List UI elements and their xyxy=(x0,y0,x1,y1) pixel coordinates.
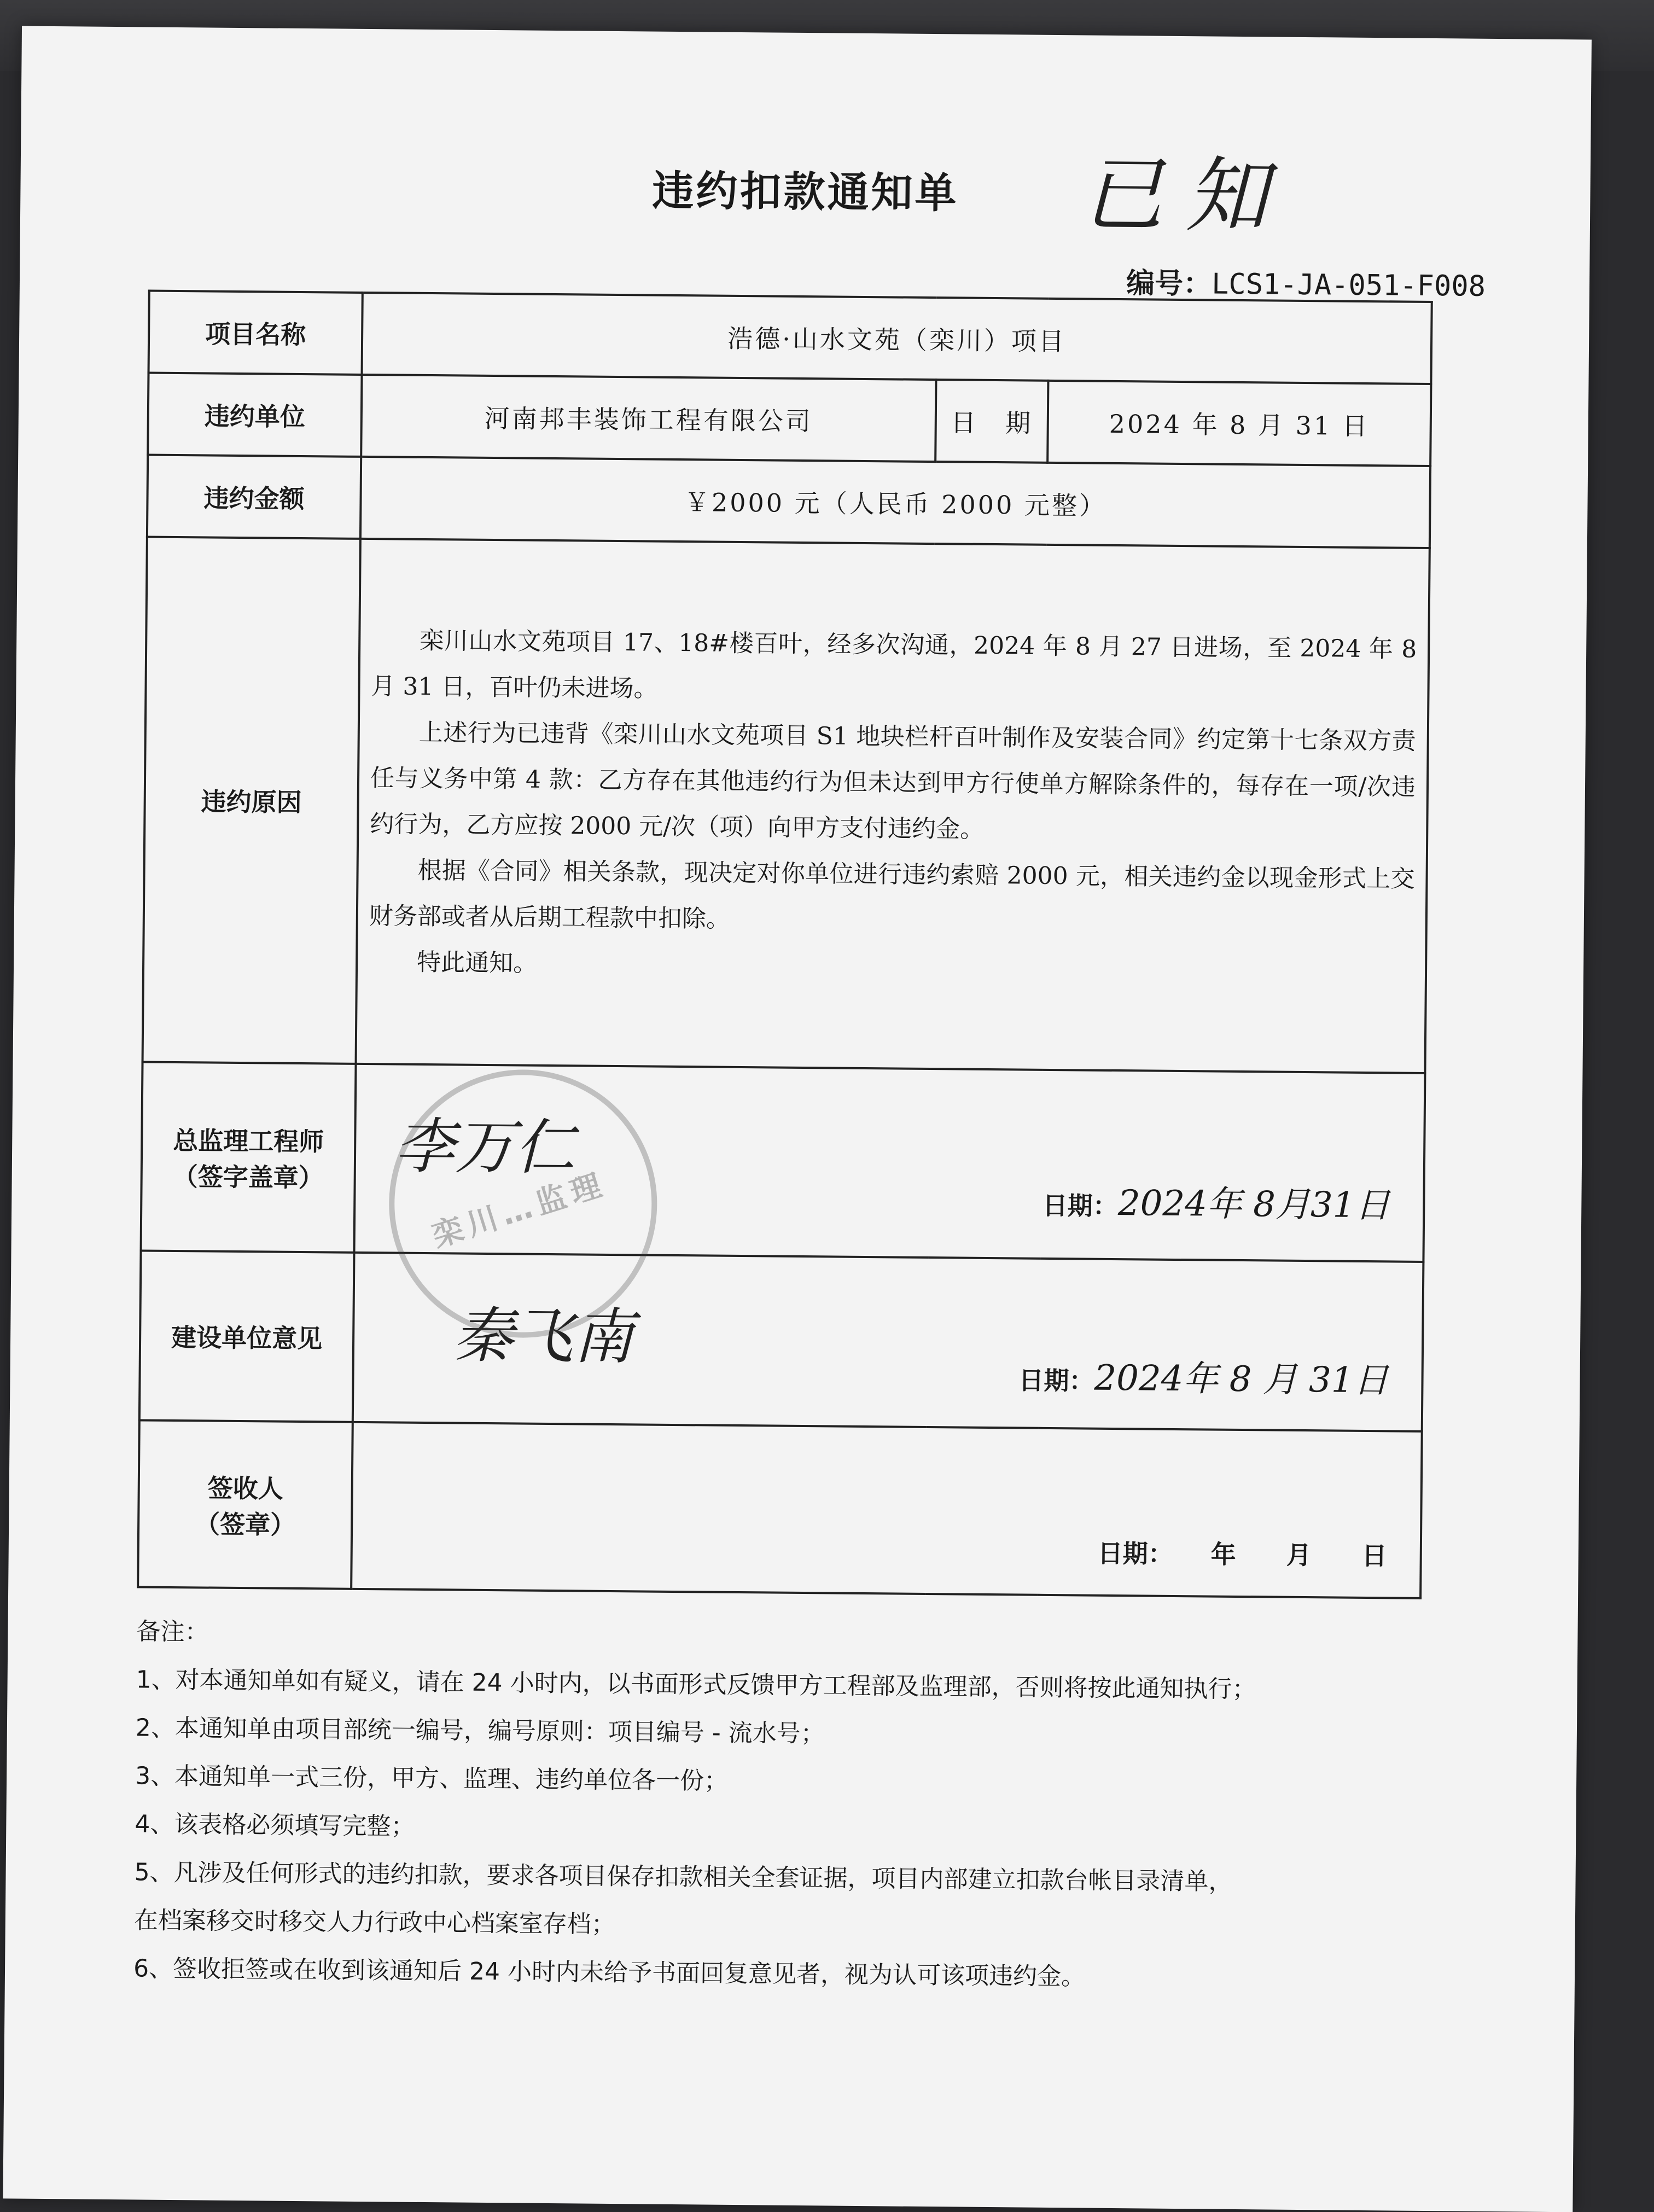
owner-signature: 秦飞南 xyxy=(452,1300,634,1372)
supervisor-date xyxy=(1043,1174,1390,1228)
supervisor-date-label: 日期： xyxy=(1042,1190,1119,1221)
project-value: 浩德·山水文苑（栾川）项目 xyxy=(362,293,1432,384)
receiver-label xyxy=(138,1420,353,1588)
supervisor-label-line2: （签字盖章） xyxy=(172,1161,324,1192)
page-title: 违约扣款通知单 xyxy=(652,166,959,218)
notice-form-table xyxy=(137,290,1433,1599)
date-value: 2024 年 8 月 31 日 xyxy=(1047,381,1431,466)
reason-paragraph-3: 根据《合同》相关条款，现决定对你单位进行违约索赔 2000 元，相关违约金以现金形式上交财务部或者从后期工程款中扣除。 xyxy=(369,856,1415,933)
date-label: 日 期 xyxy=(935,380,1048,463)
reason-label: 违约原因 xyxy=(143,537,360,1064)
row-amount xyxy=(147,455,1430,548)
row-receiver xyxy=(138,1420,1422,1598)
row-party xyxy=(148,373,1431,466)
reason-paragraph-1: 栾川山水文苑项目 17、18#楼百叶，经多次沟通，2024 年 8 月 27 日进场，至 2024 年 8 月 31 日，百叶仍未进场。 xyxy=(371,626,1417,703)
supervisor-date-hand: 2024年 8月31日 xyxy=(1117,1183,1390,1226)
notes-heading: 备注： xyxy=(136,1617,209,1646)
doc-number xyxy=(1126,260,1486,304)
note-item-5: 5、凡涉及任何形式的违约扣款，要求各项目保存扣款相关全套证据，项目内部建立扣款台帐目录清单， xyxy=(134,1858,1233,1896)
reason-paragraph-2: 上述行为已违背《栾川山水文苑项目 S1 地块栏杆百叶制作及安装合同》约定第十七条双方责任与义务中第 4 款：乙方存在其他违约行为但未达到甲方行使单方解除条件的，每存在一项/次违约行为，乙方应按 2000 元/次（项）向甲方支付违约金。 xyxy=(370,718,1416,843)
stamp-text: 栾川…监理 xyxy=(428,1166,611,1255)
supervisor-label xyxy=(141,1062,356,1252)
supervisor-signature: 李万仁 xyxy=(394,1111,575,1183)
note-item-6: 6、签收拒签或在收到该通知后 24 小时内未给予书面回复意见者，视为认可该项违约金。 xyxy=(133,1954,1086,1991)
note-item-3: 3、本通知单一式三份，甲方、监理、违约单位各一份； xyxy=(135,1762,729,1795)
row-reason xyxy=(143,537,1430,1073)
note-item-5-cont: 在档案移交时移交人力行政中心档案室存档； xyxy=(133,1906,616,1939)
receiver-sign-cell xyxy=(351,1422,1422,1598)
paper-sheet xyxy=(3,26,1592,2212)
reason-content xyxy=(356,539,1430,1073)
owner-date-label: 日期： xyxy=(1018,1365,1094,1396)
amount-label: 违约金额 xyxy=(147,455,361,539)
receiver-date: 日期： 年 月 日 xyxy=(1097,1538,1387,1571)
reason-paragraph-4: 特此通知。 xyxy=(416,948,538,977)
receiver-label-line2: （签章） xyxy=(194,1509,296,1540)
notes-section xyxy=(133,1608,1449,2004)
row-supervisor xyxy=(141,1062,1425,1261)
doc-number-value: LCS1-JA-051-F008 xyxy=(1211,267,1486,303)
note-item-1: 1、对本通知单如有疑义，请在 24 小时内，以书面形式反馈甲方工程部及监理部，否则将按此通知执行； xyxy=(136,1666,1256,1704)
row-owner xyxy=(139,1250,1424,1431)
party-label: 违约单位 xyxy=(148,373,362,457)
project-label: 项目名称 xyxy=(149,291,363,375)
party-value: 河南邦丰装饰工程有限公司 xyxy=(361,375,936,462)
supervisor-label-line1: 总监理工程师 xyxy=(173,1125,324,1156)
handwritten-note: 已知 xyxy=(1081,147,1290,245)
row-project xyxy=(149,291,1432,384)
note-item-4: 4、该表格必须填写完整； xyxy=(135,1810,415,1841)
doc-number-label: 编号： xyxy=(1126,267,1212,301)
owner-date xyxy=(1018,1349,1389,1402)
owner-label: 建设单位意见 xyxy=(139,1250,354,1422)
receiver-label-line1: 签收人 xyxy=(207,1473,283,1504)
note-item-2: 2、本通知单由项目部统一编号，编号原则：项目编号 - 流水号； xyxy=(135,1714,825,1748)
amount-value: ￥2000 元（人民币 2000 元整） xyxy=(360,457,1430,548)
owner-date-hand: 2024年 8 月 31日 xyxy=(1094,1358,1389,1401)
